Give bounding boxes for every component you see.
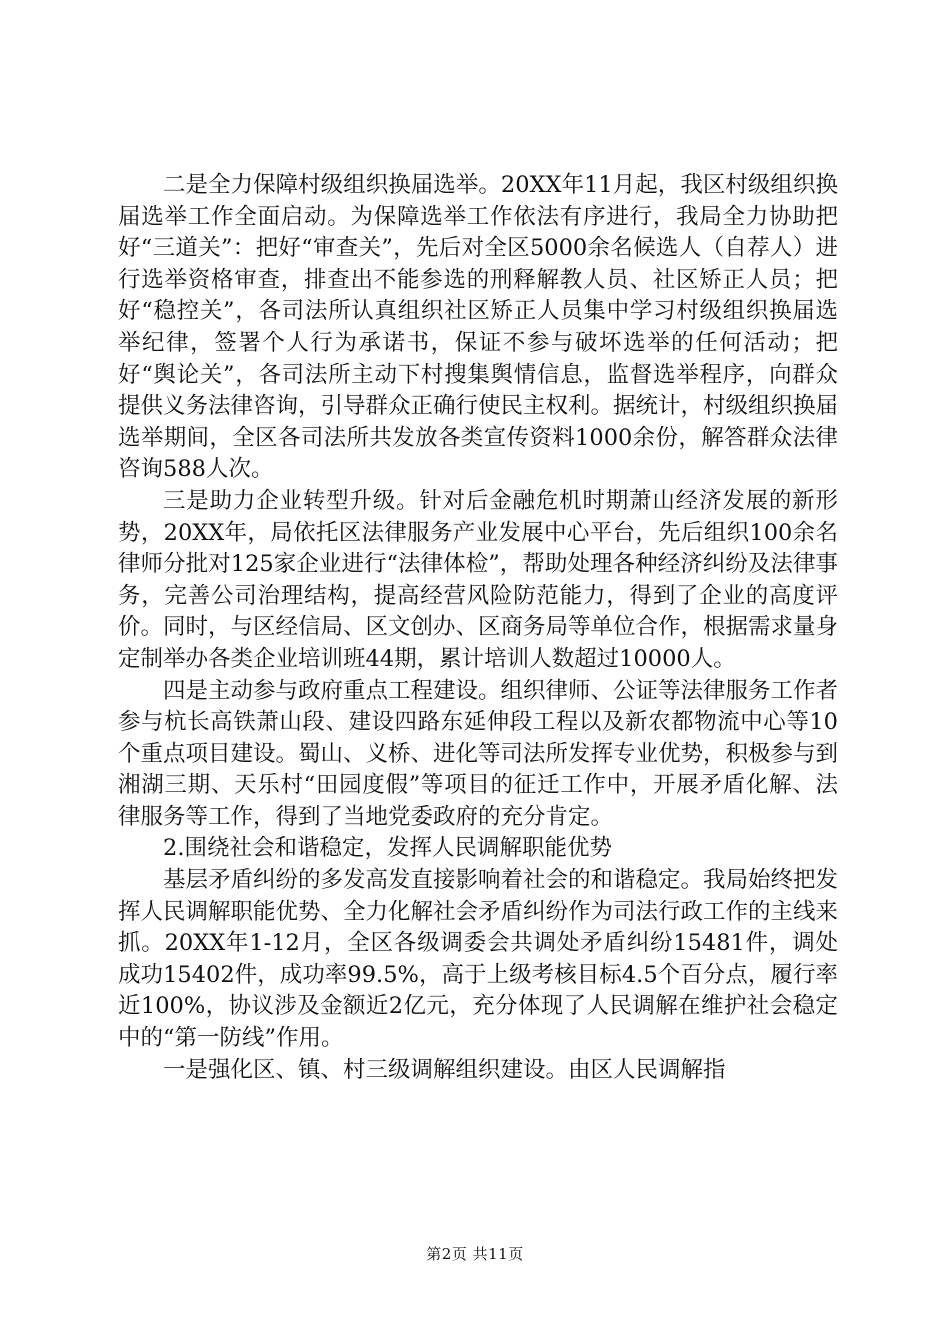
paragraph-key-projects: 四是主动参与政府重点工程建设。组织律师、公证等法律服务工作者参与杭长高铁萧山段、建设四路东延伸段工程以及新农都物流中心等10个重点项目建设。蜀山、义桥、进化等司法所发挥专业优势，积极参与到湘湖三期、天乐村“田园度假”等项目的征迁工作中，开展矛盾化解、法律服务等工作，得到了当地党委政府的充分肯定。 <box>118 677 839 830</box>
page-number-footer: 第2页 共11页 <box>426 1245 524 1263</box>
paragraph-mediation-overview: 基层矛盾纠纷的多发高发直接影响着社会的和谐稳定。我局始终把发挥人民调解职能优势、全力化解社会矛盾纠纷作为司法行政工作的主线来抓。20XX年1-12月，全区各级调委会共调处矛盾纠纷15481件，调处成功15402件，成功率99.5%，高于上级考核目标4.5个百分点，履行率近100%，协议涉及金额近2亿元，充分体现了人民调解在维护社会稳定中的“第一防线”作用。 <box>118 867 839 1052</box>
section-heading: 2.围绕社会和谐稳定，发挥人民调解职能优势 <box>163 835 612 862</box>
paragraph-enterprise-upgrade: 三是助力企业转型升级。针对后金融危机时期萧山经济发展的新形势，20XX年，局依托区法律服务产业发展中心平台，先后组织100余名律师分批对125家企业进行“法律体检”，帮助处理各种经济纠纷及法律事务，完善公司治理结构，提高经营风险防范能力，得到了企业的高度评价。同时，与区经信局、区文创办、区商务局等单位合作，根据需求量身定制举办各类企业培训班44期，累计培训人数超过10000人。 <box>118 487 839 672</box>
document-body <box>118 170 838 1086</box>
paragraph-village-election: 二是全力保障村级组织换届选举。20XX年11月起，我区村级组织换届选举工作全面启动。为保障选举工作依法有序进行，我局全力协助把好“三道关”：把好“审查关”，先后对全区5000余名候选人（自荐人）进行选举资格审查，排查出不能参选的刑释解教人员、社区矫正人员；把好“稳控关”，各司法所认真组织社区矫正人员集中学习村级组织换届选举纪律，签署个人行为承诺书，保证不参与破坏选举的任何活动；把好“舆论关”，各司法所主动下村搜集舆情信息，监督选举程序，向群众提供义务法律咨询，引导群众正确行使民主权利。据统计，村级组织换届选举期间，全区各司法所共发放各类宣传资料1000余份，解答群众法律咨询588人次。 <box>118 172 839 483</box>
paragraph-mediation-organization: 一是强化区、镇、村三级调解组织建设。由区人民调解指 <box>163 1056 726 1083</box>
